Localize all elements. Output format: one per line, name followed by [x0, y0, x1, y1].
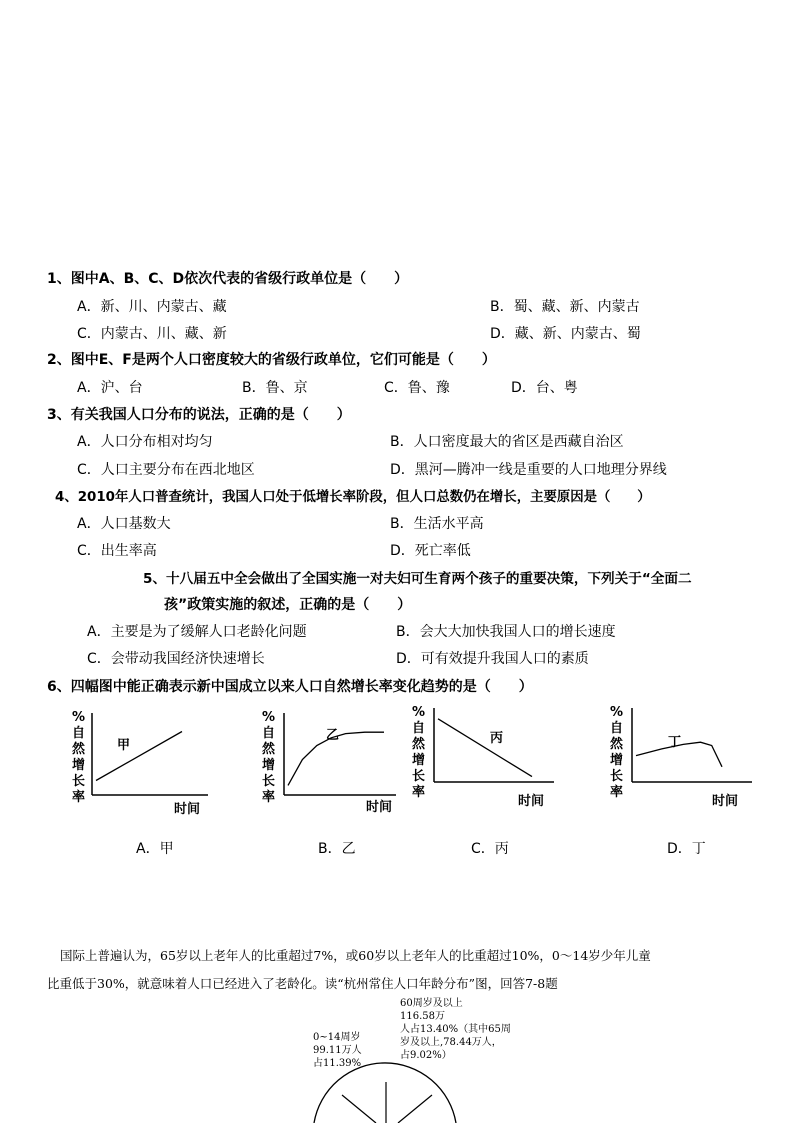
question-2-option-b[interactable]: B．鲁、京: [242, 380, 308, 396]
pie-divider-left: [342, 1095, 376, 1123]
chart-yi-title: 乙: [326, 728, 340, 743]
question-4-option-c[interactable]: C．出生率高: [77, 543, 157, 559]
chart-bing: [408, 700, 558, 815]
question-5-option-c[interactable]: C．会带动我国经济快速增长: [87, 651, 265, 667]
question-1-option-a[interactable]: A．新、川、内蒙古、藏: [77, 299, 227, 315]
chart-yi-y-unit: %: [262, 710, 276, 725]
pie-outline: [314, 1063, 456, 1123]
question-6-option-d[interactable]: D．丁: [667, 841, 706, 857]
chart-bing-y-unit: %: [412, 705, 426, 720]
chart-bing-y-char-5: 率: [412, 785, 426, 800]
pie-chart: [300, 1070, 470, 1123]
pie-note-left: [313, 1031, 362, 1070]
chart-yi-y-char-3: 增: [262, 758, 276, 773]
pie-note-left-line-3: 占11.39%: [313, 1058, 362, 1069]
passage-line-1: 国际上普遍认为，65岁以上老年人的比重超过7%，或60岁以上老年人的比重超过10%，0～14岁少年儿童: [60, 948, 651, 963]
question-4-option-a[interactable]: A．人口基数大: [77, 516, 171, 532]
question-1-option-d[interactable]: D．藏、新、内蒙古、蜀: [490, 326, 641, 342]
question-2-stem: 2、图中E、F是两个人口密度较大的省级行政单位，它们可能是（ ）: [47, 352, 496, 368]
question-1-stem: 1、图中A、B、C、D依次代表的省级行政单位是（ ）: [47, 271, 409, 287]
chart-jia-series: [96, 732, 182, 781]
chart-yi: [260, 705, 400, 820]
question-5-stem-line1: 5、十八届五中全会做出了全国实施一对夫妇可生育两个孩子的重要决策，下列关于“全面二: [143, 571, 692, 587]
chart-jia-title: 甲: [117, 738, 131, 753]
question-6-stem: 6、四幅图中能正确表示新中国成立以来人口自然增长率变化趋势的是（ ）: [47, 679, 533, 695]
chart-yi-y-char-2: 然: [262, 742, 276, 757]
chart-ding-y-char-4: 长: [610, 769, 624, 784]
question-2-option-a[interactable]: A．沪、台: [77, 380, 143, 396]
chart-ding-y-char-1: 自: [610, 721, 624, 736]
pie-note-right-line-3: 人占13.40%（其中65周: [400, 1024, 511, 1035]
question-3-option-a[interactable]: A．人口分布相对均匀: [77, 434, 213, 450]
chart-jia: [70, 705, 210, 820]
pie-note-right-line-4: 岁及以上,78.44万人，: [400, 1037, 502, 1048]
chart-bing-title: 丙: [490, 731, 504, 746]
question-1-option-c[interactable]: C．内蒙古、川、藏、新: [77, 326, 227, 342]
question-6-option-c[interactable]: C．丙: [471, 841, 509, 857]
question-3-option-d[interactable]: D．黑河—腾冲一线是重要的人口地理分界线: [390, 462, 667, 478]
question-2-option-d[interactable]: D．台、粤: [511, 380, 578, 396]
question-3-stem: 3、有关我国人口分布的说法，正确的是（ ）: [47, 407, 351, 423]
question-3-option-c[interactable]: C．人口主要分布在西北地区: [77, 462, 255, 478]
chart-ding-y-char-5: 率: [610, 785, 624, 800]
question-6-option-b[interactable]: B．乙: [318, 841, 356, 857]
chart-jia-y-char-3: 增: [72, 758, 86, 773]
chart-bing-y-char-2: 然: [412, 737, 426, 752]
chart-ding-series: [636, 742, 722, 767]
chart-ding-x-label: 时间: [712, 794, 739, 809]
pie-note-right-line-5: 占9.02%）: [400, 1050, 452, 1061]
chart-jia-y-unit: %: [72, 710, 86, 725]
chart-ding-y-char-3: 增: [610, 753, 624, 768]
chart-jia-x-label: 时间: [174, 802, 201, 817]
chart-bing-x-label: 时间: [518, 794, 545, 809]
chart-jia-y-char-5: 率: [72, 790, 86, 805]
pie-note-left-line-1: 0~14周岁: [313, 1032, 361, 1043]
pie-note-right: [400, 997, 511, 1062]
passage-line-2: 比重低于30%，就意味着人口已经进入了老龄化。读“杭州常住人口年龄分布”图，回答7-8题: [47, 976, 558, 991]
chart-jia-y-char-1: 自: [72, 726, 86, 741]
pie-note-right-line-2: 116.58万: [400, 1011, 445, 1022]
chart-ding: [608, 700, 758, 815]
chart-bing-series: [438, 719, 532, 777]
question-4-option-b[interactable]: B．生活水平高: [390, 516, 484, 532]
question-5-option-d[interactable]: D．可有效提升我国人口的素质: [396, 651, 589, 667]
chart-bing-y-char-1: 自: [412, 721, 426, 736]
chart-yi-y-char-1: 自: [262, 726, 276, 741]
chart-ding-y-unit: %: [610, 705, 624, 720]
question-5-option-b[interactable]: B．会大大加快我国人口的增长速度: [396, 624, 616, 640]
question-4-stem: 4、2010年人口普查统计，我国人口处于低增长率阶段，但人口总数仍在增长，主要原因是（ ）: [55, 490, 651, 505]
chart-jia-y-char-4: 长: [72, 774, 86, 789]
pie-divider-right: [398, 1095, 432, 1123]
chart-yi-x-label: 时间: [366, 800, 393, 815]
chart-jia-y-char-2: 然: [72, 742, 86, 757]
chart-bing-y-char-3: 增: [412, 753, 426, 768]
question-5-option-a[interactable]: A．主要是为了缓解人口老龄化问题: [87, 624, 307, 640]
chart-bing-y-char-4: 长: [412, 769, 426, 784]
question-6-option-a[interactable]: A．甲: [136, 841, 174, 857]
chart-yi-y-char-4: 长: [262, 774, 276, 789]
question-2-option-c[interactable]: C．鲁、豫: [384, 380, 450, 396]
chart-yi-y-char-5: 率: [262, 790, 276, 805]
pie-note-right-line-1: 60周岁及以上: [400, 998, 463, 1009]
chart-ding-title: 丁: [668, 735, 682, 750]
question-5-stem-line2: 孩”政策实施的叙述，正确的是（ ）: [164, 597, 412, 613]
question-1-option-b[interactable]: B．蜀、藏、新、内蒙古: [490, 299, 640, 315]
pie-note-left-line-2: 99.11万人: [313, 1045, 362, 1056]
question-4-option-d[interactable]: D．死亡率低: [390, 543, 471, 559]
chart-ding-y-char-2: 然: [610, 737, 624, 752]
question-3-option-b[interactable]: B．人口密度最大的省区是西藏自治区: [390, 434, 624, 450]
